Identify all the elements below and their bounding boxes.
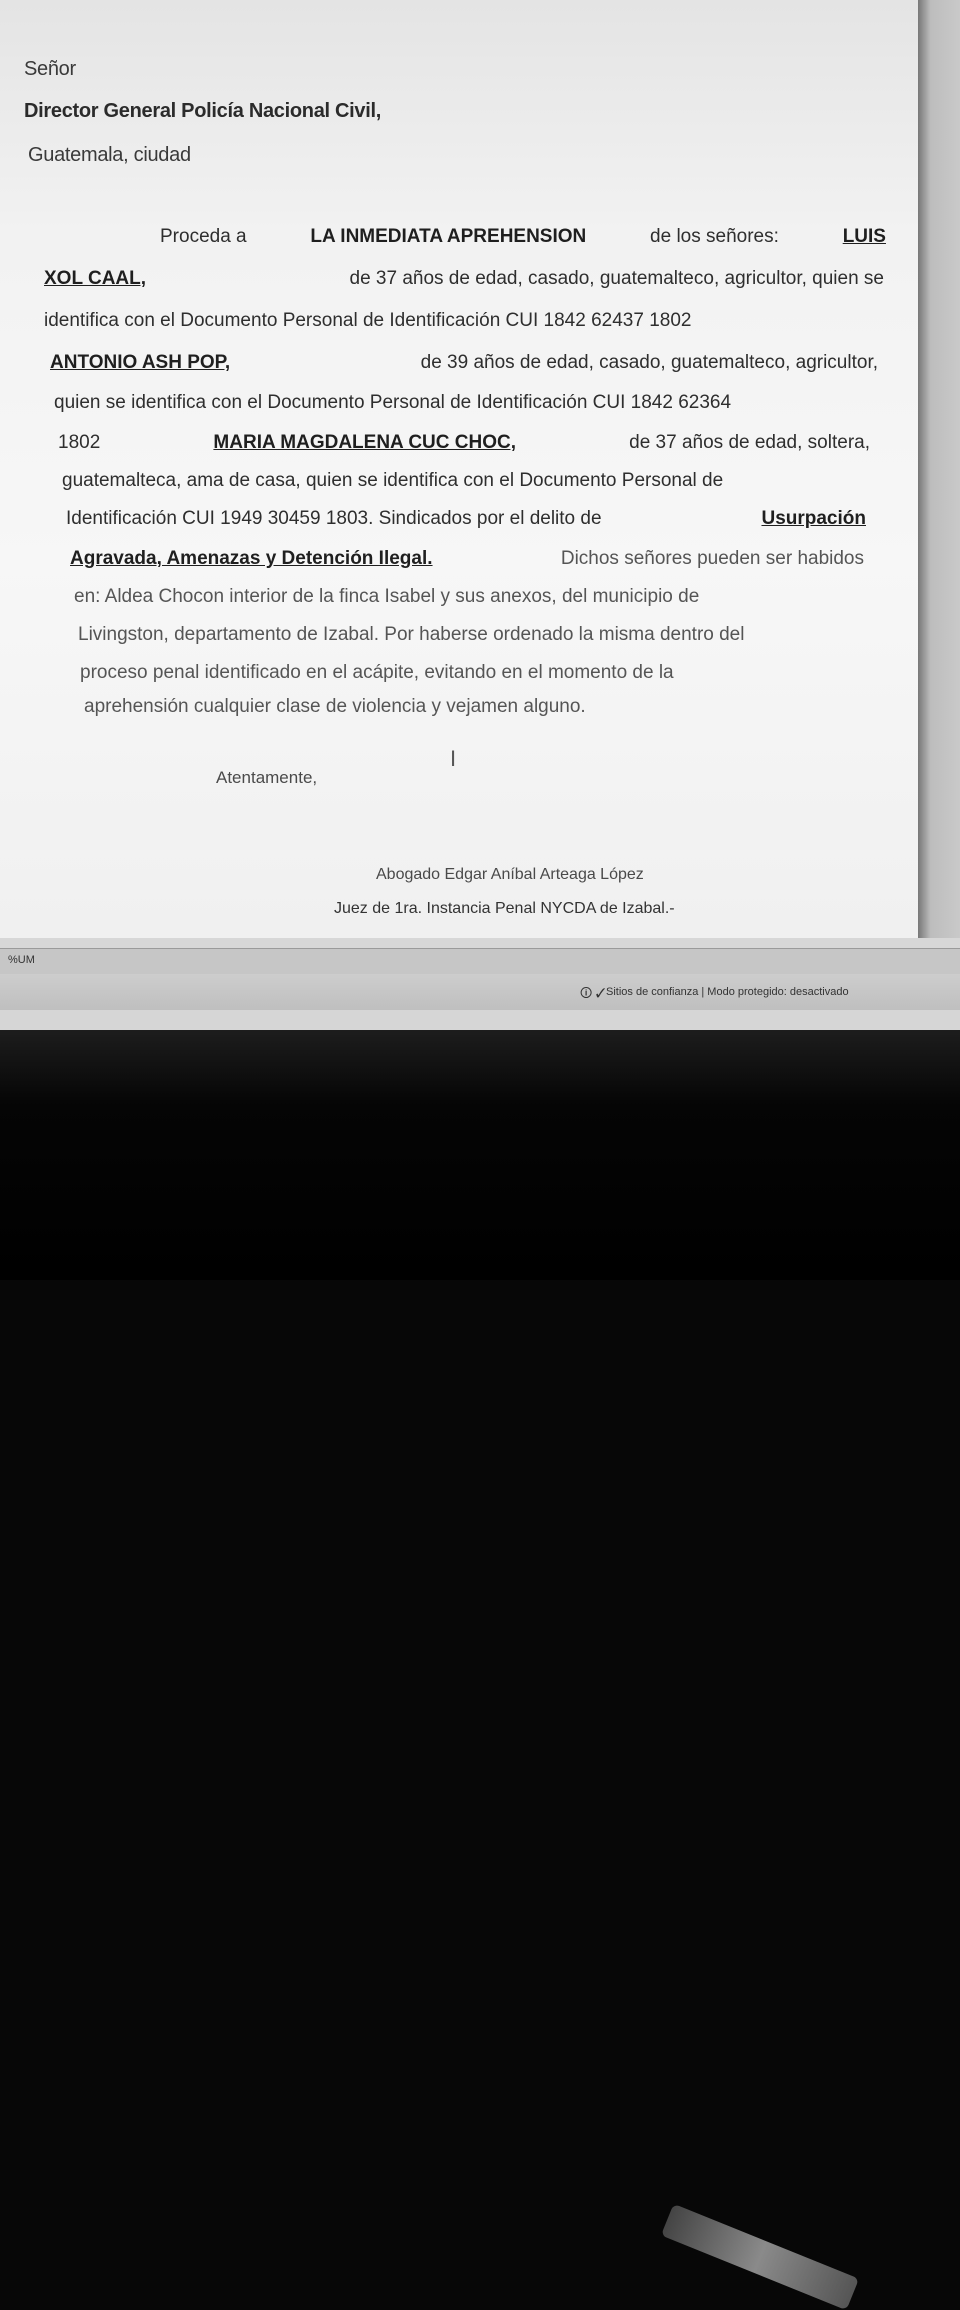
document-page[interactable] [0,0,918,938]
body-line [74,586,864,608]
emphasized-text: ANTONIO ASH POP, [50,352,231,373]
monitor-bezel [0,1030,960,1280]
browser-statusbar [0,974,960,1010]
security-zone-status[interactable]: Sitios de confianza | Modo protegido: desactivado [606,986,849,998]
body-text-segment: guatemalteca, ama de casa, quien se identifica con el Documento Personal de [62,470,724,491]
body-line [80,662,858,684]
emphasized-text: LUIS [842,226,886,247]
emphasized-text: Usurpación [761,508,866,529]
body-text-segment: 1802 [58,432,101,453]
emphasized-text: XOL CAAL, [44,268,147,289]
signature-title: Juez de 1ra. Instancia Penal NYCDA de Izabal.- [334,900,675,917]
body-text-segment: quien se identifica con el Documento Personal de Identificación CUI 1842 62364 [54,392,732,413]
body-text-segment: de 39 años de edad, casado, guatemalteco, agricultor, [420,352,878,373]
body-text-segment: Livingston, departamento de Izabal. Por haberse ordenado la misma dentro del [78,624,745,645]
body-text-segment: Identificación CUI 1949 30459 1803. Sindicados por el delito de [66,508,602,529]
body-line [66,508,866,530]
emphasized-text: MARIA MAGDALENA CUC CHOC, [213,432,516,453]
security-check-icon: 🛈 ✓ [580,986,606,1000]
zoom-label[interactable]: %UM [8,954,35,966]
body-text-segment: proceso penal identificado en el acápite, evitando en el momento de la [80,662,674,683]
recipient-title: Director General Policía Nacional Civil, [24,100,382,122]
text-cursor-icon: I [450,746,457,771]
body-text-segment: Dichos señores pueden ser habidos [560,548,864,569]
salutation: Señor [24,58,76,80]
emphasized-text: LA INMEDIATA APREHENSION [310,226,587,247]
signature-name: Abogado Edgar Aníbal Arteaga López [376,866,644,883]
body-text-segment: Proceda a [160,226,247,247]
body-text-segment: identifica con el Documento Personal de Identificación CUI 1842 62437 1802 [44,310,692,331]
body-line [44,310,874,332]
body-line [54,392,876,414]
page-edge [918,0,960,938]
body-text-segment: de 37 años de edad, soltera, [629,432,870,453]
object-in-foreground [661,2204,859,2310]
body-line [160,226,886,248]
emphasized-text: Agravada, Amenazas y Detención Ilegal. [70,548,433,569]
body-line [62,470,868,492]
body-text-segment: aprehensión cualquier clase de violencia y vejamen alguno. [84,696,586,717]
body-line [84,696,640,718]
body-text-segment: de los señores: [650,226,779,247]
editor-statusbar [0,948,960,975]
body-line [44,268,884,290]
body-line [78,624,862,646]
sign-off: Atentamente, [216,768,318,787]
body-line [50,352,878,374]
body-text-segment: en: Aldea Chocon interior de la finca Isabel y sus anexos, del municipio de [74,586,700,607]
body-text-segment: de 37 años de edad, casado, guatemalteco, agricultor, quien se [349,268,884,289]
monitor-screen [0,0,960,1030]
body-line [70,548,864,570]
body-line [58,432,870,454]
recipient-city: Guatemala, ciudad [28,144,191,166]
